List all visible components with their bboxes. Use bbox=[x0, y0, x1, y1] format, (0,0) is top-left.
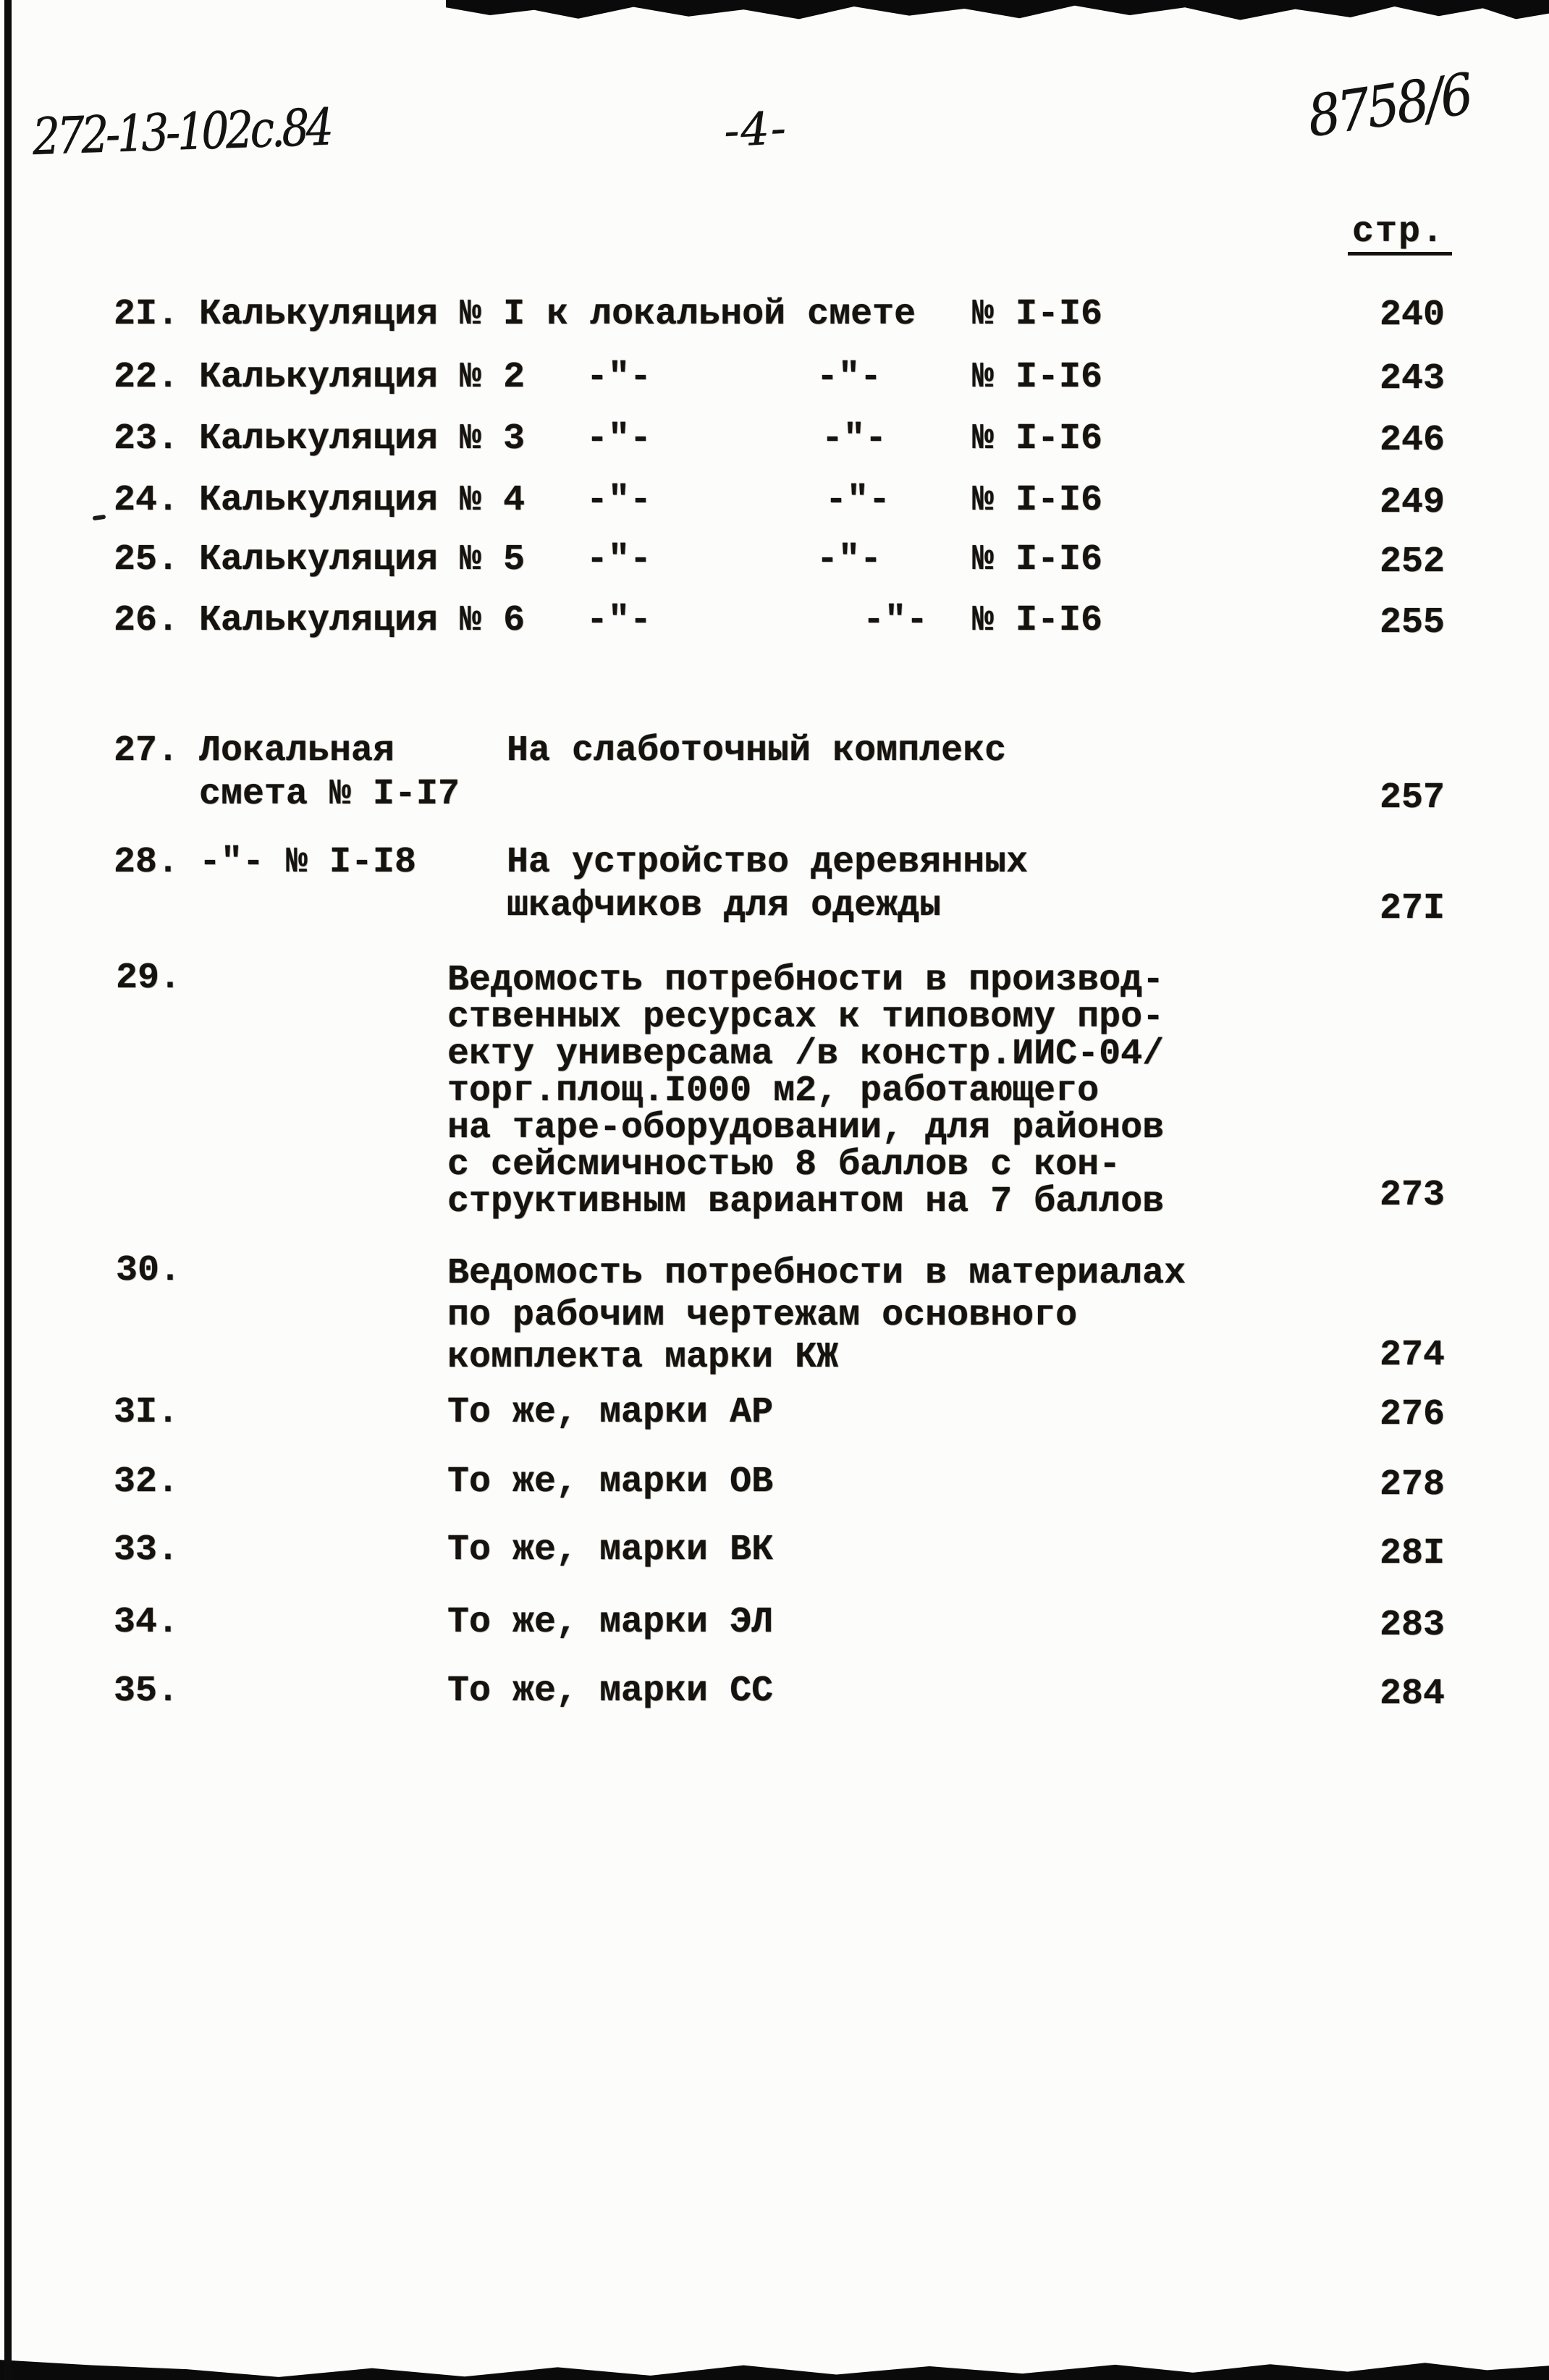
page-number: 27I bbox=[1379, 888, 1445, 929]
item-number: 32. bbox=[114, 1461, 180, 1503]
page-number: 284 bbox=[1379, 1674, 1445, 1715]
item-desc: То же, марки ОВ bbox=[447, 1461, 774, 1503]
item-number: 23. bbox=[114, 418, 180, 460]
item-desc-line: на таре-оборудовании, для районов bbox=[447, 1107, 1165, 1149]
estimate-ref: № I-I6 bbox=[972, 600, 1103, 641]
item-number: 3I. bbox=[114, 1392, 180, 1433]
estimate-ref: № I-I6 bbox=[972, 418, 1103, 460]
page-number: 255 bbox=[1379, 602, 1445, 643]
item-title-line: -"- № I-I8 bbox=[199, 842, 417, 883]
item-number: 27. bbox=[114, 730, 180, 772]
page-number: 246 bbox=[1379, 420, 1445, 461]
item-number: 33. bbox=[114, 1529, 180, 1571]
scan-artifact-bottom-strip bbox=[0, 2355, 1549, 2380]
scan-artifact-top-strip bbox=[446, 0, 1549, 22]
item-title-line: Локальная bbox=[199, 730, 395, 772]
item-number: 24. bbox=[114, 480, 180, 521]
item-desc-line: по рабочим чертежам основного bbox=[447, 1295, 1078, 1336]
item-desc-line: шкафчиков для одежды bbox=[507, 885, 942, 927]
ditto-mark: -"- bbox=[822, 418, 887, 460]
page-number: 252 bbox=[1379, 541, 1445, 583]
page-number: 257 bbox=[1379, 777, 1445, 819]
item-number: 29. bbox=[116, 958, 182, 999]
ditto-mark: -"- bbox=[586, 480, 652, 521]
item-number: 34. bbox=[114, 1602, 180, 1643]
page-number: 28I bbox=[1379, 1533, 1445, 1574]
item-title: Калькуляция № 4 bbox=[199, 480, 526, 521]
ditto-mark: -"- bbox=[586, 418, 652, 460]
item-desc-line: структивным вариантом на 7 баллов bbox=[447, 1181, 1165, 1223]
item-desc-line: торг.площ.I000 м2, работающего bbox=[447, 1071, 1100, 1112]
page-number: 249 bbox=[1379, 482, 1445, 523]
item-title: Калькуляция № I к локальной смете bbox=[199, 294, 916, 335]
item-title-line: смета № I-I7 bbox=[199, 774, 460, 815]
page-number: 243 bbox=[1379, 358, 1445, 400]
handwritten-code: 272-13-102с.84 bbox=[32, 97, 332, 166]
item-desc-line: комплекта марки КЖ bbox=[447, 1337, 839, 1378]
item-number: 2I. bbox=[114, 294, 180, 335]
item-desc: То же, марки ЭЛ bbox=[447, 1602, 774, 1643]
item-desc-line: На устройство деревянных bbox=[507, 842, 1029, 883]
item-title: Калькуляция № 3 bbox=[199, 418, 526, 460]
item-number: 22. bbox=[114, 357, 180, 398]
scan-artifact-left-line bbox=[4, 0, 12, 2380]
estimate-ref: № I-I6 bbox=[972, 294, 1103, 335]
item-desc-line: Ведомость потребности в материалах bbox=[447, 1253, 1186, 1294]
ditto-mark: -"- bbox=[816, 539, 882, 581]
item-title: Калькуляция № 5 bbox=[199, 539, 526, 581]
item-number: 25. bbox=[114, 539, 180, 581]
page-column-header: стр. bbox=[1348, 214, 1452, 256]
item-desc-line: На слаботочный комплекс bbox=[507, 730, 1007, 772]
ditto-mark: -"- bbox=[863, 600, 929, 641]
ditto-mark: -"- bbox=[586, 357, 652, 398]
item-number: 30. bbox=[116, 1250, 182, 1291]
ditto-mark: -"- bbox=[586, 539, 652, 581]
handwritten-doc-number: 8758/6 bbox=[1304, 62, 1474, 151]
ditto-mark: -"- bbox=[825, 480, 891, 521]
item-desc: То же, марки АР bbox=[447, 1392, 774, 1433]
item-number: 26. bbox=[114, 600, 180, 641]
estimate-ref: № I-I6 bbox=[972, 539, 1103, 581]
item-desc-line: ственных ресурсах к типовому про- bbox=[447, 997, 1165, 1038]
item-desc: То же, марки ВК bbox=[447, 1529, 774, 1571]
estimate-ref: № I-I6 bbox=[972, 480, 1103, 521]
page-number: 276 bbox=[1379, 1394, 1445, 1435]
page-number: 273 bbox=[1379, 1175, 1445, 1216]
handwritten-page-number: -4- bbox=[722, 101, 789, 158]
item-title: Калькуляция № 2 bbox=[199, 357, 526, 398]
item-desc-line: с сейсмичностью 8 баллов с кон- bbox=[447, 1144, 1121, 1186]
page-number: 274 bbox=[1379, 1335, 1445, 1376]
page-number: 283 bbox=[1379, 1605, 1445, 1646]
item-title: Калькуляция № 6 bbox=[199, 600, 526, 641]
ditto-mark: -"- bbox=[816, 357, 882, 398]
pen-tick-mark bbox=[93, 515, 106, 520]
page-number: 240 bbox=[1379, 295, 1445, 336]
estimate-ref: № I-I6 bbox=[972, 357, 1103, 398]
item-number: 35. bbox=[114, 1671, 180, 1712]
item-desc-line: Ведомость потребности в производ- bbox=[447, 960, 1165, 1001]
item-desc: То же, марки СС bbox=[447, 1671, 774, 1712]
item-number: 28. bbox=[114, 842, 180, 883]
page-number: 278 bbox=[1379, 1464, 1445, 1506]
ditto-mark: -"- bbox=[586, 600, 652, 641]
item-desc-line: екту универсама /в констр.ИИС-04/ bbox=[447, 1034, 1165, 1075]
